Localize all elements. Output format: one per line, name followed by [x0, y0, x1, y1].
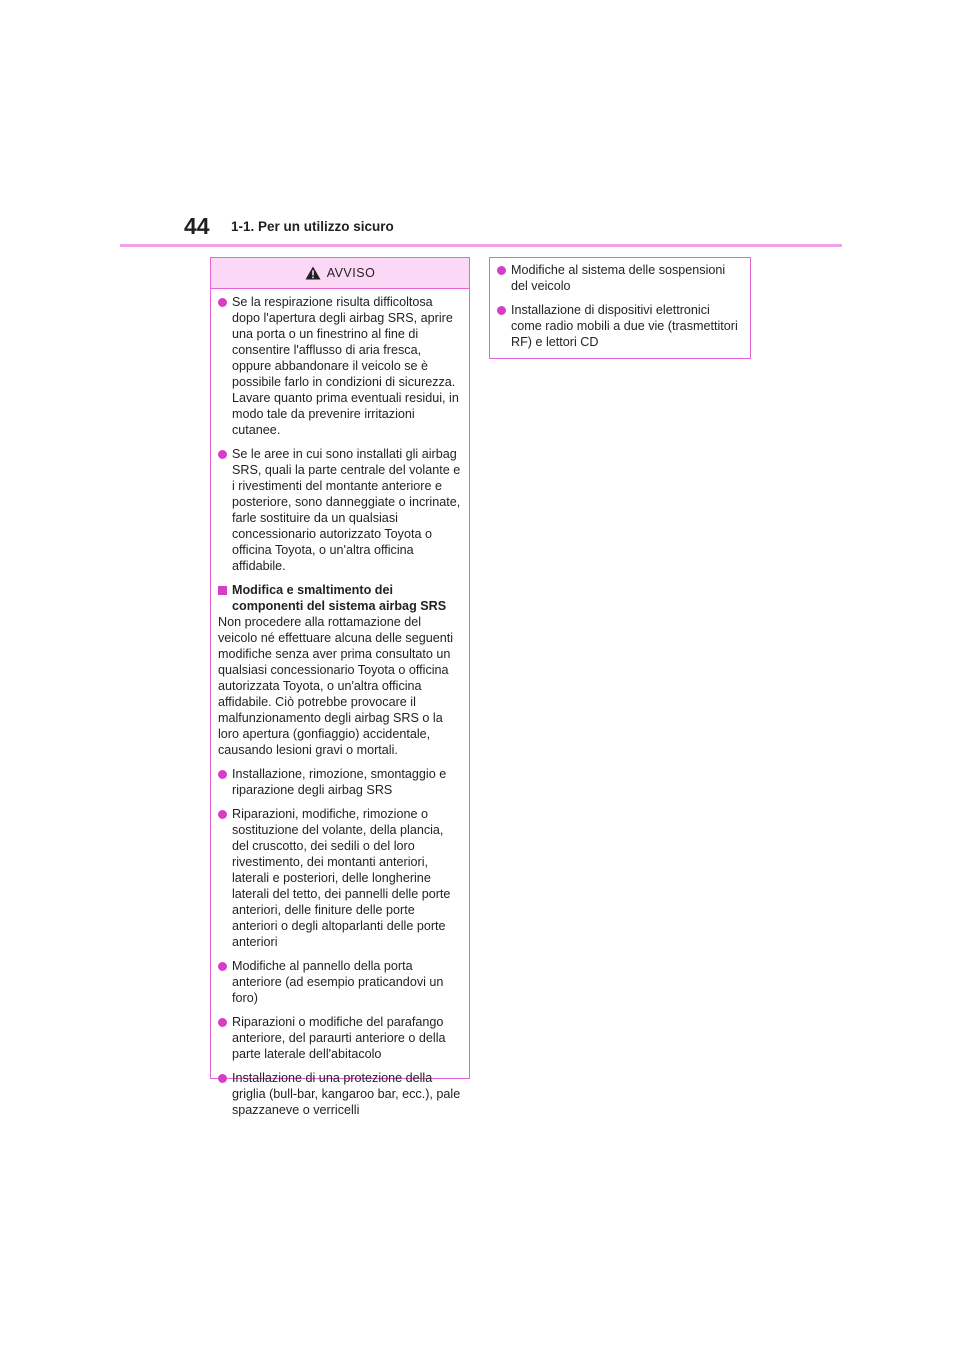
subsection-paragraph: Non procedere alla rottamazione del veicolo né effettuare alcuna delle seguenti modifiche senza aver prima consultato un qualsiasi concessionario Toyota o officina autorizzata Toyota, o un'altra officina affidabile. Ciò potrebbe provocare il malfunzionamento degli airbag SRS o la loro apertura (gonfiaggio) accidentale, causando lesioni gravi o mortali.: [218, 615, 454, 757]
list-item: [218, 958, 461, 1006]
bullet-icon: [218, 450, 227, 459]
header-rule: [120, 244, 842, 247]
list-item: [218, 294, 461, 438]
page-number: 44: [184, 213, 210, 239]
list-item: [218, 446, 461, 574]
square-bullet-icon: [218, 586, 227, 595]
bullet-icon: [497, 266, 506, 275]
warning-box: [210, 257, 470, 1117]
bullet-icon: [218, 770, 227, 779]
warning-label: AVVISO: [326, 266, 376, 280]
warning-header: [211, 258, 469, 289]
bullet-icon: [218, 1018, 227, 1027]
list-item-text: Se le aree in cui sono installati gli airbag SRS, quali la parte centrale del volante e i rivestimenti del montante anteriore e posteriore, sono danneggiate o incrinate, farle sostituire da un qualsiasi concessionario autorizzato Toyota o officina Toyota, o un'altra officina affidabile.: [232, 447, 461, 573]
bullet-icon: [218, 1074, 227, 1083]
list-item-text: Modifiche al pannello della porta anteriore (ad esempio praticandovi un foro): [232, 959, 444, 1005]
list-item: [218, 1014, 461, 1062]
bullet-icon: [497, 306, 506, 315]
section-title: 1-1. Per un utilizzo sicuro: [231, 219, 394, 234]
list-item-text: Riparazioni o modifiche del parafango anteriore, del paraurti anteriore o della parte laterale dell'abitacolo: [232, 1015, 446, 1061]
list-item: [218, 1070, 461, 1118]
subsection-title: Modifica e smaltimento dei componenti del sistema airbag SRS: [232, 583, 447, 613]
list-item: [218, 766, 461, 798]
list-item: [497, 262, 742, 294]
warning-triangle-icon: [305, 266, 321, 280]
bullet-icon: [218, 962, 227, 971]
list-item: [497, 302, 742, 350]
list-item-text: Se la respirazione risulta difficoltosa dopo l'apertura degli airbag SRS, aprire una porta o un finestrino al fine di consentire l'afflusso di aria fresca, oppure abbandonare il veicolo se è possibile farlo in condizioni di sicurezza. Lavare quanto prima eventuali residui, in modo tale da prevenire irritazioni cutanee.: [232, 295, 459, 437]
bullet-icon: [218, 810, 227, 819]
list-item: [218, 806, 461, 950]
list-item-text: Modifiche al sistema delle sospensioni del veicolo: [511, 263, 726, 293]
subsection-heading: [218, 582, 461, 614]
warning-box-continued: [489, 257, 751, 359]
list-item-text: Installazione di una protezione della griglia (bull-bar, kangaroo bar, ecc.), pale spazzaneve o verricelli: [232, 1071, 461, 1117]
list-item-text: Riparazioni, modifiche, rimozione o sostituzione del volante, della plancia, del cruscotto, dei sedili o del loro rivestimento, dei montanti anteriori, laterali e posteriori, delle longherine laterali del tetto, dei pannelli delle porte anteriori, delle finiture delle porte anteriori o degli altoparlanti delle porte anteriori: [232, 807, 451, 949]
bullet-icon: [218, 298, 227, 307]
list-item-text: Installazione di dispositivi elettronici come radio mobili a due vie (trasmettitori RF) e lettori CD: [511, 303, 738, 349]
list-item-text: Installazione, rimozione, smontaggio e riparazione degli airbag SRS: [232, 767, 447, 797]
